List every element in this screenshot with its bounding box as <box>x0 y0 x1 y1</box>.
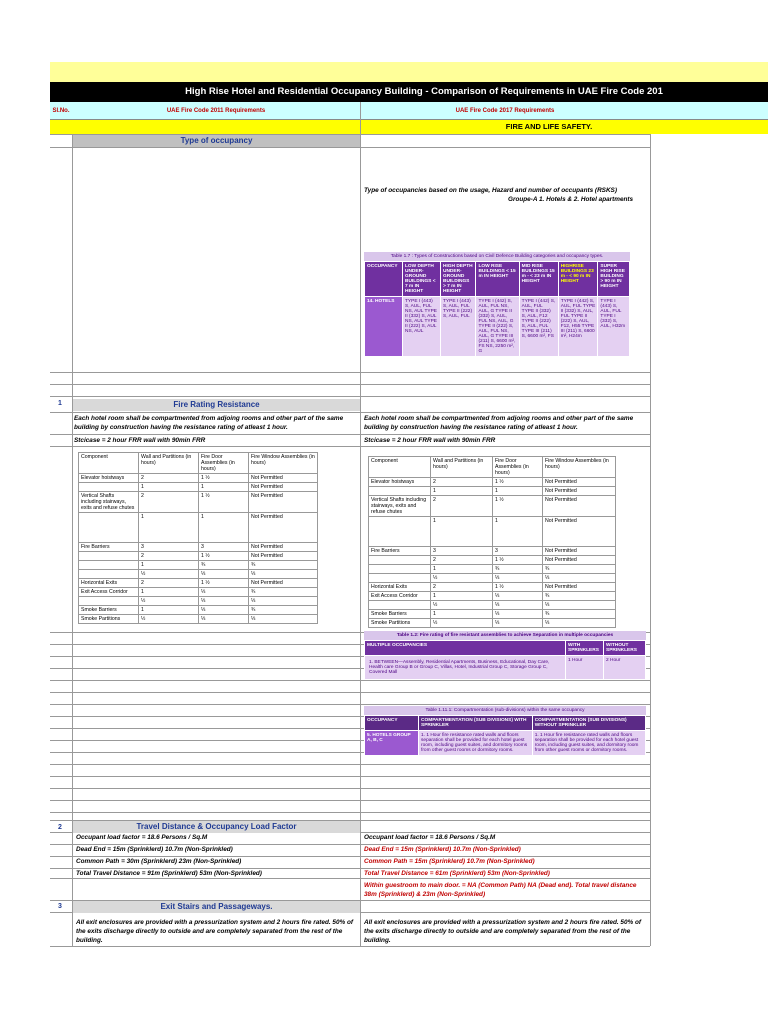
table-header-row: Component Wall and Partitions (in hours) Fire Door Assemblies (in hours) Fire Window Assemblies (in hours) <box>369 457 616 478</box>
table-row: ½ ⅓ ⅓ <box>369 601 616 610</box>
grid-line <box>50 704 650 705</box>
table-row: 1 ¾ ¾ <box>369 565 616 574</box>
fire-rating-heading: Fire Rating Resistance <box>73 399 360 411</box>
fire-rating-text-2017: Each hotel room shall be compartmented from adjoing rooms and other part of the same building by construction having the resistance rating of atleast 1 hour. <box>364 415 634 431</box>
grid-line <box>50 878 650 879</box>
occupant-load-2011: Occupant load factor = 18.6 Persons / Sq.M <box>76 834 208 841</box>
column-header-row <box>50 102 768 120</box>
table-row: Vertical Shafts including stairways, exits and refuse chutes 2 1 ½ Not Permitted <box>79 492 318 513</box>
table-row: 1 1 Not Permitted <box>79 513 318 543</box>
exit-stairs-text-2011: All exit enclosures are provided with a pressurization system and 2 hours fire rated. 50% of the exits discharge directly to outside and are completely separated from the rest of the building. <box>76 919 354 944</box>
table-row: Exit Access Corridor 1 ⅓ ¾ <box>369 592 616 601</box>
occupancy-type-text: Type of occupancies based on the usage, Hazard and number of occupants (RSKS) Groupe-A 1. Hotels & 2. Hotel apartments <box>364 187 634 203</box>
table-row: Exit Access Corridor 1 ⅓ ¾ <box>79 588 318 597</box>
staircase-2011: Stcicase = 2 hour FRR wall with 90min FRR <box>74 437 206 444</box>
table-row: ½ ⅓ ⅓ <box>369 574 616 583</box>
table-row: Smoke Barriers 1 ⅓ ¾ <box>79 606 318 615</box>
sl-no-header: Sl.No. <box>52 108 70 114</box>
table-row: 1 1 Not Permitted <box>369 517 616 547</box>
grid-line <box>50 764 650 765</box>
table-row: Elevator hoistways 2 1 ½ Not Permitted <box>79 474 318 483</box>
dead-end-2011: Dead End = 15m (Sprinklerd) 10.7m (Non-Sprinkled) <box>76 846 233 853</box>
grid-line <box>50 800 650 801</box>
guestroom-travel-2017: Within guestroom to main door. = NA (Common Path) NA (Dead end). Total travel distance 38m (Sprinklerd) & 23m (Non-Sprinkled) <box>364 882 637 898</box>
table-row: 14. HOTELS TYPE I (443) S, AUL, FUL NS, AUL TYPE II (332) S, AUL NS, AUL TYPE II (222) S, AUL NS, AUL TYPE I (443) S, AUL, FUL TYPE II (222) S, AUL, FUL TYPE I (442) S, AUL, FUL NS, AUL, G TYPE II (332) S, AUL, FUL NS, AUL, G TYPE II (222) S, AUL, FUL NS, AUL, G TYPE III (211) S, 6600 m², FS NS, 2250 m², G TYPE I (442) S, AUL, FUL TYPE II (332) S, AUL, F12 TYPE II (222) S, AUL, FUL TYPE III (211) S, 6600 m², FS TYPE I (442) S, AUL, FUL TYPE II (332) S, AUL, FUL TYPE II (222) S, AUL, F12, H55 TYPE III (211) S, 6600 m², H24m TYPE I (443) S, AUL, FUL TYPE I (332) S, AUL, H32m <box>365 297 630 357</box>
grid-line <box>50 692 650 693</box>
fire-rating-table-2011 <box>78 452 318 624</box>
exit-stairs-text-2017: All exit enclosures are provided with a pressurization system and 2 hours fire rated. 50% of the exits discharge directly to outside and are completely separated from the rest of the building. <box>364 919 642 944</box>
table-row: Horizontal Exits 2 1 ½ Not Permitted <box>79 579 318 588</box>
table-row: Fire Barriers 3 3 Not Permitted <box>79 543 318 552</box>
col-2017-header: UAE Fire Code 2017 Requirements <box>455 108 555 114</box>
multiple-occupancy-table <box>364 631 646 680</box>
exit-stairs-heading: Exit Stairs and Passageways. <box>73 901 360 913</box>
table-row: Smoke Partitions ½ ⅓ ⅓ <box>369 619 616 628</box>
table-header-row: Component Wall and Partitions (in hours) Fire Door Assemblies (in hours) Fire Window Assemblies (in hours) <box>79 453 318 474</box>
dead-end-2017: Dead End = 15m (Sprinklerd) 10.7m (Non-Sprinkled) <box>364 846 521 853</box>
compartmentation-caption: Table 1.11.1: Compartmentation (sub-divisions) within the same occupancy <box>364 706 646 715</box>
table-row: Vertical Shafts including stairways, exits and refuse chutes 2 1 ½ Not Permitted <box>369 496 616 517</box>
type-of-occupancy-heading: Type of occupancy <box>73 135 360 147</box>
table-row: Horizontal Exits 2 1 ½ Not Permitted <box>369 583 616 592</box>
fire-rating-text-2011: Each hotel room shall be compartmented from adjoing rooms and other part of the same building by construction having the resistance rating of atleast 1 hour. <box>74 415 344 431</box>
occupancy-table-caption: Table 1.7 : Types of Constructions based on Civil Defence Building categories and occupancy types. <box>364 252 630 261</box>
table-row: 2 1 ½ Not Permitted <box>369 556 616 565</box>
col-2011-header: UAE Fire Code 2011 Requirements <box>166 108 266 114</box>
grid-line <box>50 372 650 373</box>
total-travel-2017: Total Travel Distance = 61m (Sprinklerd) 53m (Non-Sprinkled) <box>364 870 550 877</box>
grid-line <box>50 396 650 397</box>
table-row: Elevator hoistways 2 1 ½ Not Permitted <box>369 478 616 487</box>
table-header-row: OCCUPANCY COMPARTMENTATION (SUB DIVISIONS) WITH SPRINKLER COMPARTMENTATION (SUB DIVISIONS) WITHOUT SPRINKLER <box>365 716 646 731</box>
occupant-load-2017: Occupant load factor = 18.6 Persons / Sq.M <box>364 834 496 841</box>
grid-line <box>50 434 650 435</box>
fire-safety-banner: FIRE AND LIFE SAFETY. <box>50 120 768 134</box>
compartmentation-table <box>364 706 646 756</box>
table-row: Smoke Barriers 1 ⅓ ¾ <box>369 610 616 619</box>
staircase-2017: Stcicase = 2 hour FRR wall with 90min FRR <box>364 437 496 444</box>
table-row: 1 1 Not Permitted <box>79 483 318 492</box>
grid-line <box>50 946 650 947</box>
grid-line <box>50 788 650 789</box>
table-row: ½ ⅓ ⅓ <box>79 597 318 606</box>
table-header-row: MULTIPLE OCCUPANCIES WITH SPRINKLERS WITHOUT SPRINKLERS <box>365 641 646 656</box>
table-row: 1 ¾ ¾ <box>79 561 318 570</box>
grid-line <box>50 446 650 447</box>
grid-line <box>650 134 651 946</box>
page-title: High Rise Hotel and Residential Occupancy Building - Comparison of Requirements in UAE Fire Code 201 <box>50 82 768 102</box>
table-row: 1 1 Not Permitted <box>369 487 616 496</box>
section-number: 3 <box>58 903 62 910</box>
section-number: 1 <box>58 400 62 407</box>
grid-line <box>50 776 650 777</box>
grid-line <box>50 147 650 148</box>
table-header-row: OCCUPANCY LOW DEPTH UNDER-GROUND BUILDINGS < 7 m IN HEIGHT HIGH DEPTH UNDER-GROUND BUILDINGS > 7 m IN HEIGHT LOW RISE BUILDINGS < 15 m IN HEIGHT MID RISE BUILDINGS 15 m - < 23 m IN HEIGHT HIGHRISE BUILDINGS 23 m - < 90 m IN HEIGHT SUPER HIGH RISE BUILDING > 90 m IN HEIGHT <box>365 262 630 297</box>
section-number: 2 <box>58 824 62 831</box>
top-banner <box>50 62 768 82</box>
grid-line <box>50 384 650 385</box>
occupancy-construction-table <box>364 252 630 357</box>
table-row: 1. BETWEEN—Assembly, Residential Apartments, Business, Educational, Day Care, Health care Group B or Group C, Villas, Hotel, Industrial Group C, Storage Group C, Covered Mall 1 Hour 2 Hour <box>365 656 646 680</box>
table-row: Smoke Partitions ½ ⅓ ⅓ <box>79 615 318 624</box>
grid-line <box>50 680 650 681</box>
multiple-occupancy-caption: Table 1.2: Fire rating of fire resistant assemblies to achieve Separation in multiple occupancies <box>364 631 646 640</box>
grid-line <box>50 812 650 813</box>
table-row: ½ ⅓ ⅓ <box>79 570 318 579</box>
grid-line <box>50 412 650 413</box>
common-path-2011: Common Path = 30m (Sprinklerd) 23m (Non-Sprinkled) <box>76 858 242 865</box>
common-path-2017: Common Path = 15m (Sprinklerd) 10.7m (Non-Sprinkled) <box>364 858 535 865</box>
fire-rating-table-2017 <box>368 456 616 628</box>
travel-distance-heading: Travel Distance & Occupancy Load Factor <box>73 821 360 833</box>
table-row: 2 1 ½ Not Permitted <box>79 552 318 561</box>
table-row: Fire Barriers 3 3 Not Permitted <box>369 547 616 556</box>
table-row: 5. HOTELS GROUP A, B, C 1. 1 Hour fire resistance rated walls and floors separation shall be provided for each hotel guest room, including guest suites, and dormitory rooms from other guest rooms or dormitory rooms. 1. 1 Hour fire resistance rated walls and floors separation shall be provided for each hotel guest room, including guest suites, and dormitory room from other guest rooms or dormitory rooms. <box>365 731 646 756</box>
total-travel-2011: Total Travel Distance = 91m (Sprinklerd) 53m (Non-Sprinkled) <box>76 870 262 877</box>
